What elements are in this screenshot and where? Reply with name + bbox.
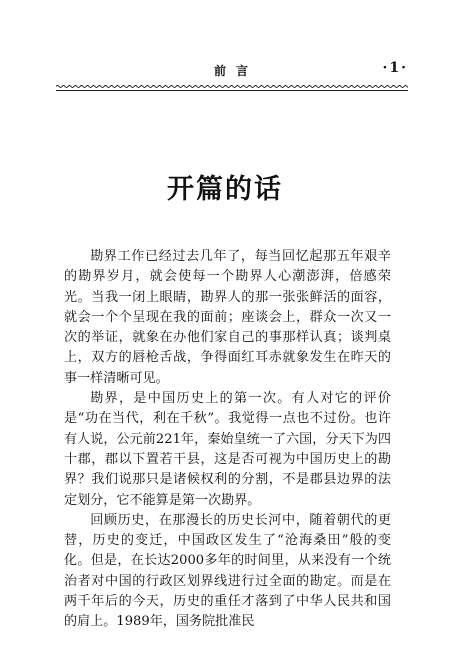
paragraph: 勘界，是中国历史上的第一次。有人对它的评价是“功在当代，利在千秋”。我觉得一点也不过份。也许有人说，公元前221年，秦始皇统一了六国，分天下为四十郡，郡以下置若干县，这是否可视为中国历史上的勘界？我们说那只是诸候权利的分割，不是郡县边界的法定划分，它不能算是第一次勘界。 bbox=[64, 391, 391, 508]
paragraph: 回顾历史，在那漫长的历史长河中，随着朝代的更替，历史的变迁，中国政区发生了“沧海桑田”般的变化。但是，在长达2000多年的时间里，从来没有一个统治者对中国的行政区划界线进行过全面的勘定。而是在两千年后的今天，历史的重任才落到了中华人民共和国的肩上。1989年，国务院批准民 bbox=[64, 512, 391, 630]
running-header bbox=[56, 60, 408, 82]
chapter-title: 开篇的话 bbox=[167, 174, 283, 205]
paragraph: 勘界工作已经过去几年了，每当回忆起那五年艰辛的勘界岁月，就会使每一个勘界人心潮澎湃，倍感荣光。当我一闭上眼睛，勘界人的那一张张鲜活的面容，就会一个个呈现在我的面前；座谈会上，群众一次又一次的举证，就象在办他们家自己的事那样认真；谈判桌上，双方的唇枪舌战，争得面红耳赤就象发生在昨天的事一样清晰可见。 bbox=[64, 249, 391, 386]
body-text bbox=[64, 247, 391, 633]
running-header-section: 前言 bbox=[214, 64, 259, 78]
page-number: ·1· bbox=[382, 60, 408, 76]
header-wavy-rule bbox=[56, 84, 408, 92]
